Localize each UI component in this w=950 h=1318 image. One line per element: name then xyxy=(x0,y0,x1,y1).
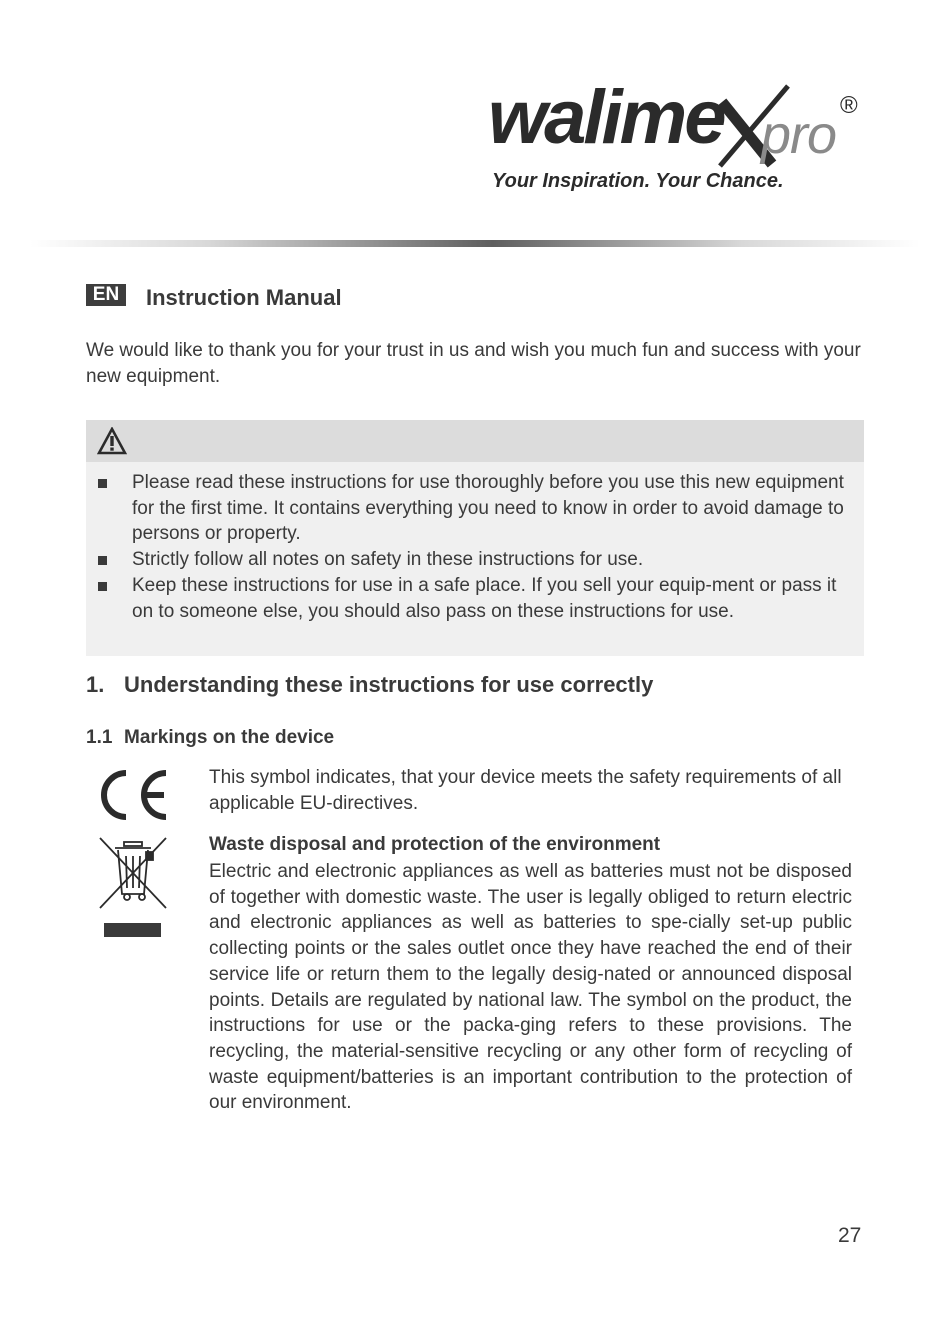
ce-description: This symbol indicates, that your device meets the safety requirements of all applicable EU-directives. xyxy=(209,767,842,814)
section-heading xyxy=(86,672,653,698)
logo-pro-text: pro xyxy=(761,105,837,165)
page-number: 27 xyxy=(838,1224,862,1247)
registered-mark: ® xyxy=(840,92,858,119)
language-badge: EN xyxy=(86,284,126,306)
section-number: 1. xyxy=(86,672,105,697)
bullet-square-icon xyxy=(98,582,107,591)
warning-list-item xyxy=(96,470,856,547)
waste-heading: Waste disposal and protection of the environment xyxy=(209,834,661,855)
warning-triangle-icon xyxy=(97,427,127,455)
subsection-title: Markings on the device xyxy=(124,727,335,748)
brand-tagline: Your Inspiration. Your Chance. xyxy=(492,170,784,192)
header-divider xyxy=(30,240,920,247)
weee-bar-icon xyxy=(104,923,161,937)
logo-brand-text: walime xyxy=(488,75,724,160)
warning-item-text: Strictly follow all notes on safety in these instructions for use. xyxy=(132,549,644,571)
section-title: Understanding these instructions for use correctly xyxy=(124,672,654,697)
warning-item-text: Keep these instructions for use in a safe place. If you sell your equip-ment or pass it on to someone else, you should also pass on these instructions for use. xyxy=(132,574,837,622)
warning-list-item xyxy=(96,573,856,624)
bullet-square-icon xyxy=(98,479,107,488)
bullet-square-icon xyxy=(98,556,107,565)
waste-paragraph: Electric and electronic appliances as well as batteries must not be disposed of together with domestic waste. The user is legally obliged to return electric and electronic appliances as well as batteries to spe-cially set-up public collecting points or the sales outlet once they have reached the end of their service life or return them to the legally desig-nated or announced disposal points. Details are regulated by national law. The symbol on the product, the instructions for use or the packa-ging refers to these provisions. The recycling, the material-sensitive recycling or any other form of recycling of waste equipment/batteries is an important contribution to the protection of our environment. xyxy=(209,861,852,1114)
warning-list xyxy=(96,470,856,624)
page-title: Instruction Manual xyxy=(146,285,342,310)
warning-box-header xyxy=(86,420,864,462)
intro-paragraph: We would like to thank you for your trust in us and wish you much fun and success with your new equipment. xyxy=(86,340,861,387)
subsection-heading xyxy=(86,727,334,749)
crossed-out-bin-icon xyxy=(96,836,170,910)
warning-list-item xyxy=(96,547,856,573)
warning-item-text: Please read these instructions for use thoroughly before you use this new equipment for the first time. It contains everything you need to know in order to avoid damage to persons or property. xyxy=(132,472,844,545)
ce-mark-icon xyxy=(96,768,170,822)
subsection-number: 1.1 xyxy=(86,727,113,748)
